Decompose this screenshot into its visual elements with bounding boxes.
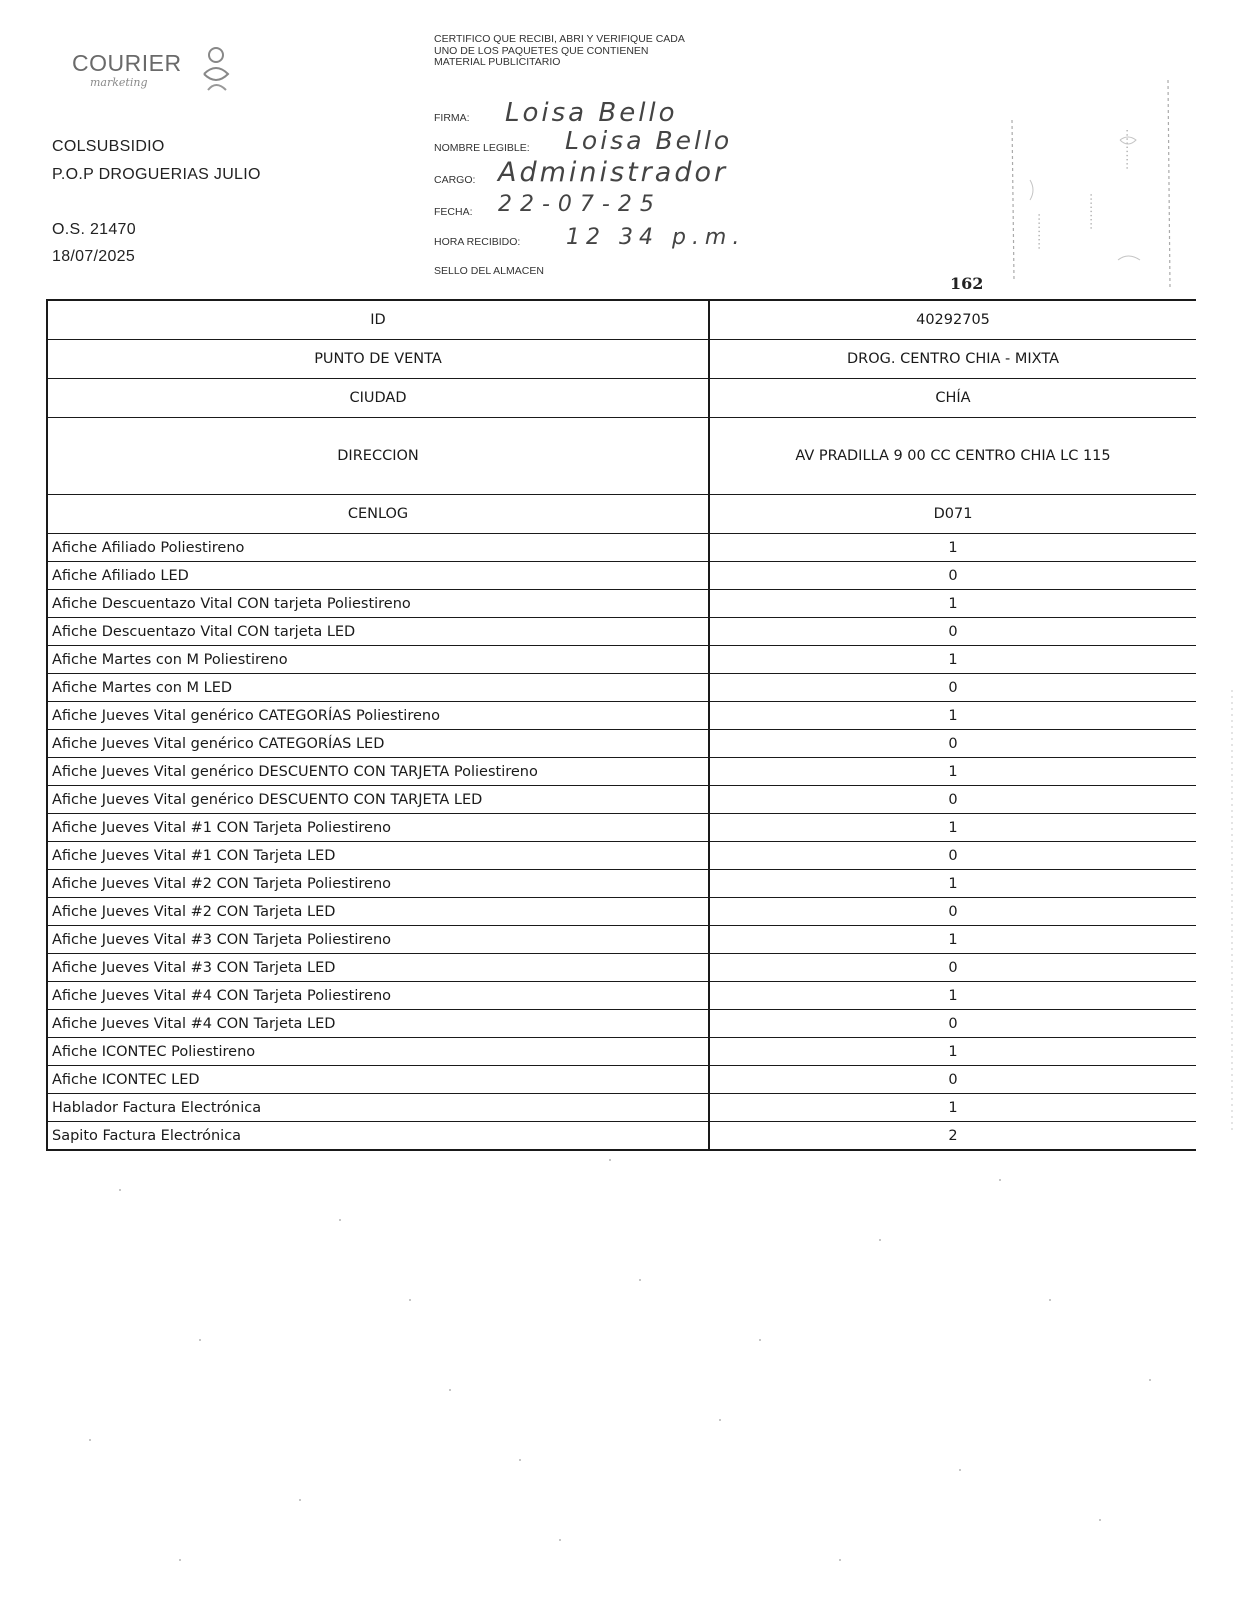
item-label: Afiche Jueves Vital genérico CATEGORÍAS LED <box>47 730 709 758</box>
hora-label: HORA RECIBIDO: <box>434 236 521 248</box>
item-label: Afiche Jueves Vital #4 CON Tarjeta Poliestireno <box>47 982 709 1010</box>
logo-sub: marketing <box>90 76 148 89</box>
item-qty: 0 <box>709 562 1196 590</box>
item-qty: 1 <box>709 702 1196 730</box>
item-label: Afiche Jueves Vital #4 CON Tarjeta LED <box>47 1010 709 1038</box>
fecha-value: 22-07-25 <box>498 192 662 217</box>
nombre-value: Loisa Bello <box>565 126 733 155</box>
item-label: Afiche Jueves Vital genérico CATEGORÍAS Poliestireno <box>47 702 709 730</box>
company-name: COLSUBSIDIO <box>52 138 165 155</box>
item-qty: 1 <box>709 646 1196 674</box>
ciudad-label: CIUDAD <box>47 379 709 418</box>
item-label: Afiche ICONTEC LED <box>47 1066 709 1094</box>
item-label: Afiche Descuentazo Vital CON tarjeta Poliestireno <box>47 590 709 618</box>
item-label: Afiche ICONTEC Poliestireno <box>47 1038 709 1066</box>
item-qty: 0 <box>709 842 1196 870</box>
campaign-name: P.O.P DROGUERIAS JULIO <box>52 166 261 183</box>
item-label: Afiche Descuentazo Vital CON tarjeta LED <box>47 618 709 646</box>
certificate-text: CERTIFICO QUE RECIBI, ABRI Y VERIFIQUE CADA UNO DE LOS PAQUETES QUE CONTIENEN MATERIAL PUBLICITARIO <box>434 33 685 68</box>
svg-text:.........: ......... <box>1081 192 1096 230</box>
item-qty: 0 <box>709 1010 1196 1038</box>
punto-venta-value: DROG. CENTRO CHIA - MIXTA <box>709 340 1196 379</box>
item-qty: 1 <box>709 870 1196 898</box>
id-value: 40292705 <box>709 300 1196 340</box>
item-label: Afiche Jueves Vital #1 CON Tarjeta LED <box>47 842 709 870</box>
direccion-label: DIRECCION <box>47 418 709 495</box>
item-qty: 1 <box>709 982 1196 1010</box>
item-qty: 0 <box>709 898 1196 926</box>
item-label: Hablador Factura Electrónica <box>47 1094 709 1122</box>
firma-label: FIRMA: <box>434 112 470 124</box>
cenlog-value: D071 <box>709 495 1196 534</box>
fecha-label: FECHA: <box>434 206 473 218</box>
logo-word: COURIER <box>72 50 182 76</box>
id-label: ID <box>47 300 709 340</box>
order-date: 18/07/2025 <box>52 248 136 265</box>
item-qty: 0 <box>709 1066 1196 1094</box>
item-qty: 0 <box>709 618 1196 646</box>
item-qty: 1 <box>709 1038 1196 1066</box>
direccion-value: AV PRADILLA 9 00 CC CENTRO CHIA LC 115 <box>709 418 1196 495</box>
item-qty: 1 <box>709 814 1196 842</box>
item-label: Afiche Martes con M Poliestireno <box>47 646 709 674</box>
cenlog-label: CENLOG <box>47 495 709 534</box>
item-qty: 0 <box>709 786 1196 814</box>
item-qty: 0 <box>709 674 1196 702</box>
item-label: Afiche Jueves Vital genérico DESCUENTO CON TARJETA Poliestireno <box>47 758 709 786</box>
item-qty: 2 <box>709 1122 1196 1151</box>
item-qty: 0 <box>709 730 1196 758</box>
hora-value: 12 34 p.m. <box>566 225 746 250</box>
item-qty: 1 <box>709 758 1196 786</box>
firma-value: Loisa Bello <box>505 98 678 128</box>
item-qty: 0 <box>709 954 1196 982</box>
item-label: Afiche Martes con M LED <box>47 674 709 702</box>
punto-venta-label: PUNTO DE VENTA <box>47 340 709 379</box>
item-label: Sapito Factura Electrónica <box>47 1122 709 1151</box>
item-label: Afiche Jueves Vital #2 CON Tarjeta LED <box>47 898 709 926</box>
item-qty: 1 <box>709 1094 1196 1122</box>
order-number: O.S. 21470 <box>52 221 136 238</box>
item-qty: 1 <box>709 590 1196 618</box>
item-label: Afiche Jueves Vital #1 CON Tarjeta Poliestireno <box>47 814 709 842</box>
cargo-label: CARGO: <box>434 174 476 186</box>
cargo-value: Administrador <box>498 157 729 188</box>
stamp-number: 162 <box>950 274 984 293</box>
sello-label: SELLO DEL ALMACEN <box>434 265 544 277</box>
item-label: Afiche Jueves Vital #3 CON Tarjeta LED <box>47 954 709 982</box>
nombre-label: NOMBRE LEGIBLE: <box>434 142 530 154</box>
item-label: Afiche Afiliado LED <box>47 562 709 590</box>
ciudad-value: CHÍA <box>709 379 1196 418</box>
item-qty: 1 <box>709 534 1196 562</box>
item-label: Afiche Jueves Vital #3 CON Tarjeta Poliestireno <box>47 926 709 954</box>
item-qty: 1 <box>709 926 1196 954</box>
item-label: Afiche Afiliado Poliestireno <box>47 534 709 562</box>
svg-text:..........: .......... <box>1117 128 1132 170</box>
item-label: Afiche Jueves Vital #2 CON Tarjeta Poliestireno <box>47 870 709 898</box>
item-label: Afiche Jueves Vital genérico DESCUENTO CON TARJETA LED <box>47 786 709 814</box>
svg-text:.........: ......... <box>1029 212 1044 250</box>
